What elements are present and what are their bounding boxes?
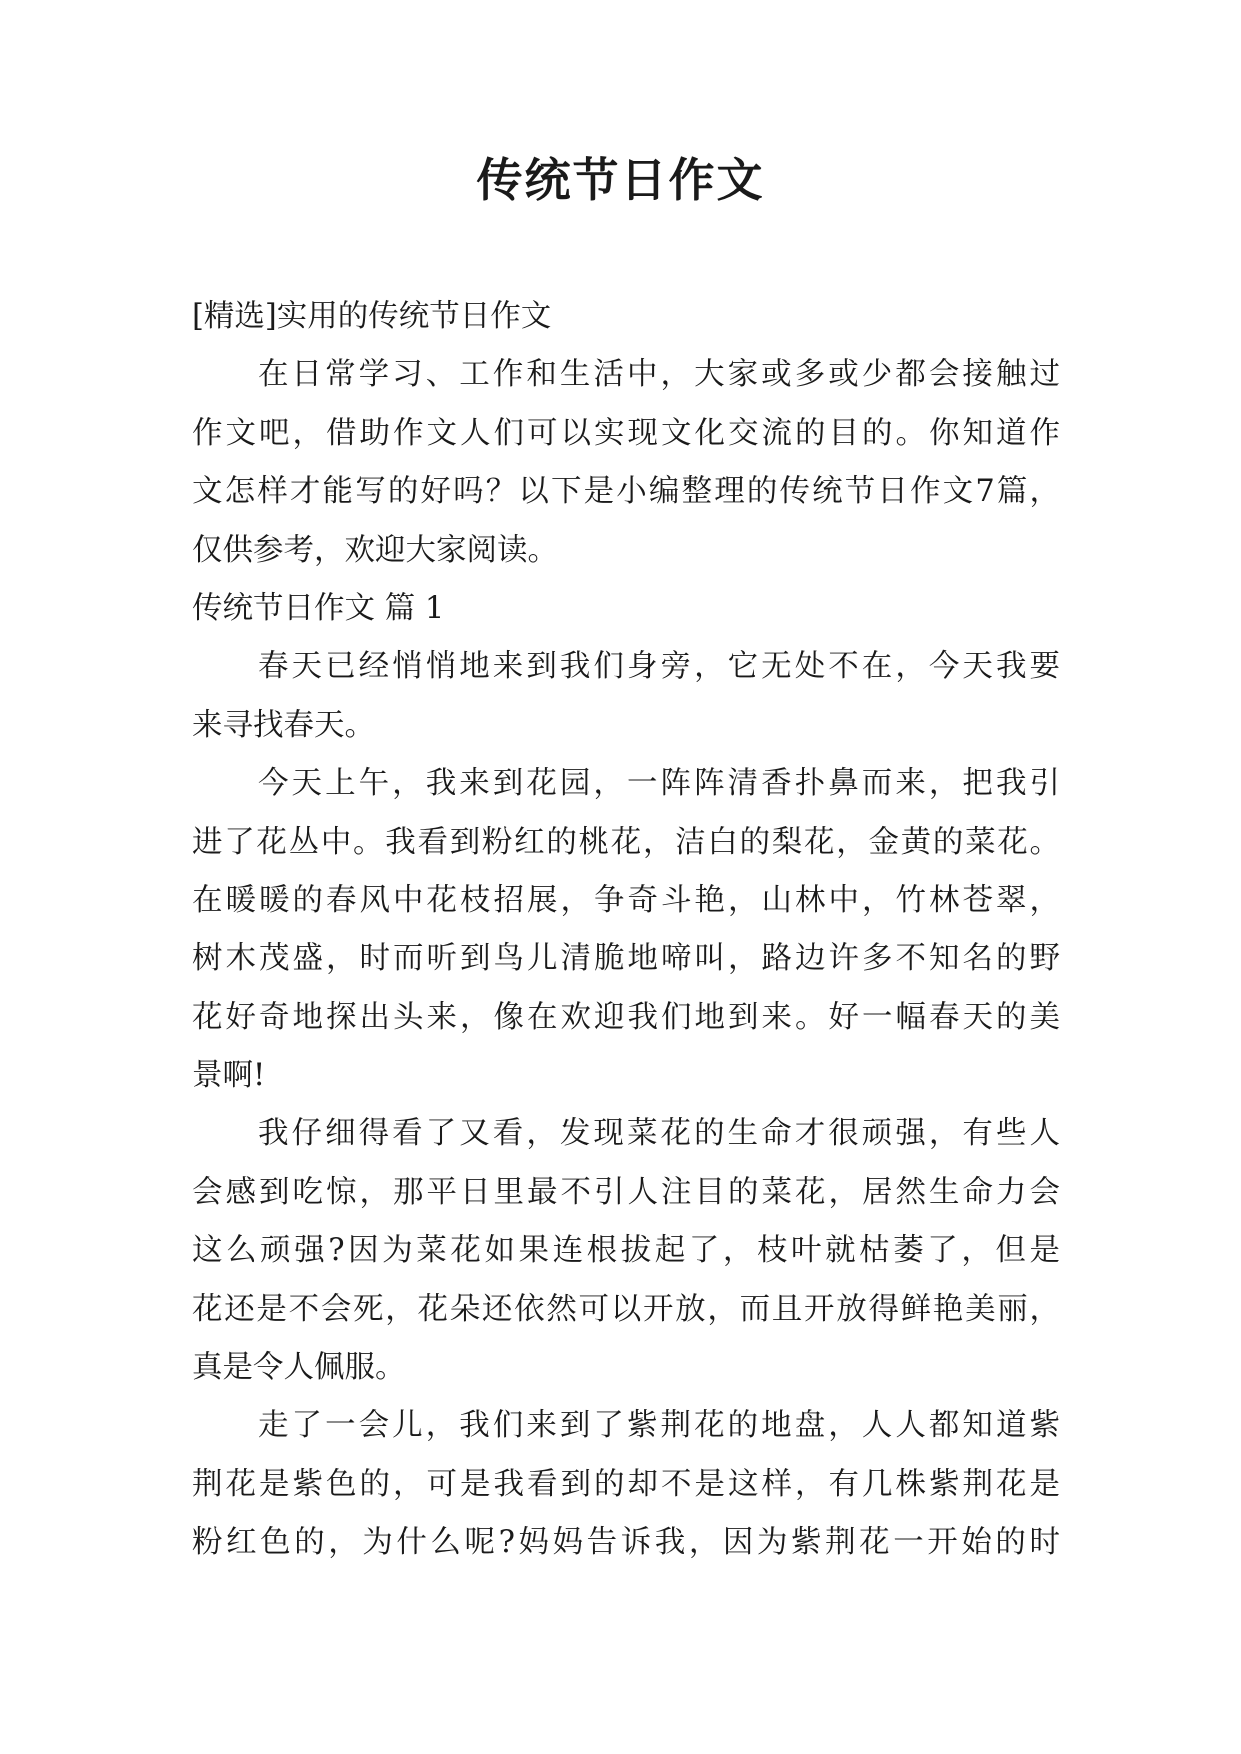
body-line: 荆花是紫色的，可是我看到的却不是这样，有几株紫荆花是 (192, 1466, 1060, 1502)
body-line: 树木茂盛，时而听到鸟儿清脆地啼叫，路边许多不知名的野 (192, 941, 1060, 977)
body-line: 仅供参考，欢迎大家阅读。 (192, 532, 558, 568)
body-line: 景啊! (192, 1058, 266, 1094)
body-line: 在暖暖的春风中花枝招展，争奇斗艳，山林中，竹林苍翠， (192, 882, 1060, 918)
body-line: 我仔细得看了又看，发现菜花的生命才很顽强，有些人 (258, 1116, 1060, 1152)
body-line: 春天已经悄悄地来到我们身旁，它无处不在，今天我要 (258, 649, 1060, 685)
document-body (192, 288, 1060, 1573)
body-line: 作文吧，借助作文人们可以实现文化交流的目的。你知道作 (192, 415, 1060, 451)
body-line: 真是令人佩服。 (192, 1350, 406, 1386)
body-line: 花好奇地探出头来，像在欢迎我们地到来。好一幅春天的美 (192, 999, 1060, 1035)
body-line: 传统节日作文 篇 1 (192, 590, 445, 626)
body-line: 来寻找春天。 (192, 707, 375, 743)
body-line: 花还是不会死，花朵还依然可以开放，而且开放得鲜艳美丽， (192, 1291, 1060, 1327)
body-line: [精选]实用的传统节日作文 (192, 299, 552, 334)
body-line: 进了花丛中。我看到粉红的桃花，洁白的梨花，金黄的菜花。 (192, 824, 1060, 860)
body-line: 今天上午，我来到花园，一阵阵清香扑鼻而来，把我引 (258, 766, 1060, 802)
document-title: 传统节日作文 (476, 153, 765, 207)
body-line: 在日常学习、工作和生活中，大家或多或少都会接触过 (258, 357, 1060, 393)
body-line: 这么顽强?因为菜花如果连根拔起了，枝叶就枯萎了，但是 (192, 1233, 1060, 1269)
body-line: 走了一会儿，我们来到了紫荆花的地盘，人人都知道紫 (258, 1408, 1060, 1444)
body-line: 粉红色的，为什么呢?妈妈告诉我，因为紫荆花一开始的时 (192, 1525, 1060, 1561)
body-line: 会感到吃惊，那平日里最不引人注目的菜花，居然生命力会 (192, 1174, 1060, 1210)
body-line: 文怎样才能写的好吗？以下是小编整理的传统节日作文7篇， (192, 474, 1060, 510)
